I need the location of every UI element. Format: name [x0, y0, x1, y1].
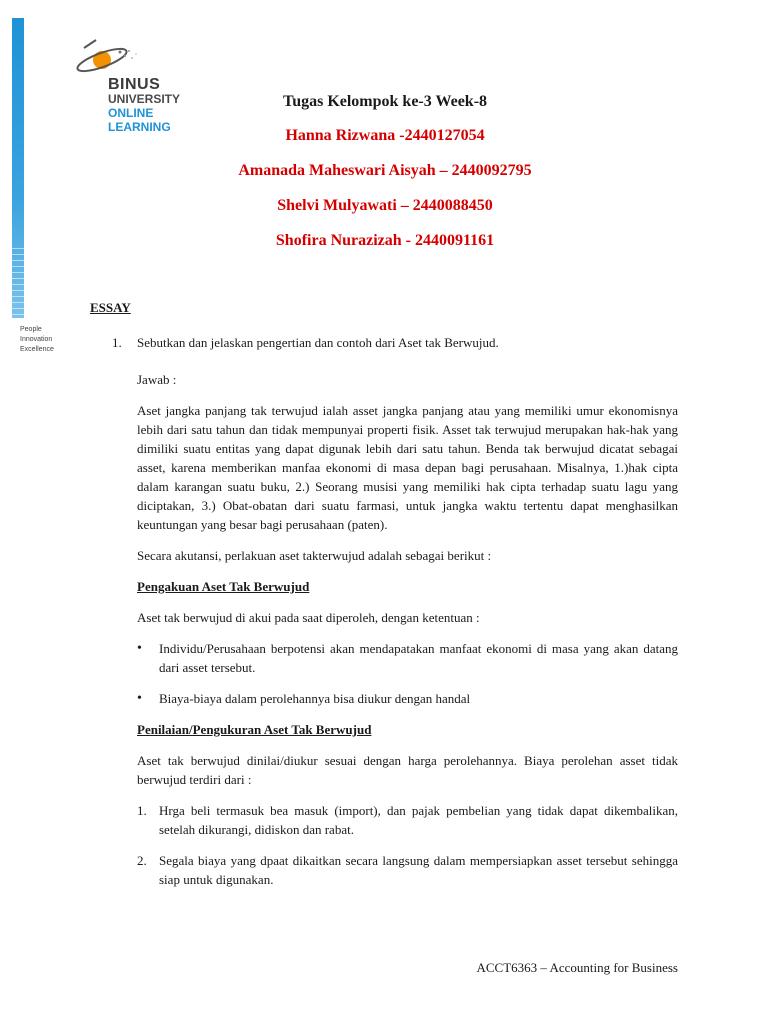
item-number: 1.	[137, 803, 147, 818]
group-member: Hanna Rizwana -2440127054	[285, 127, 485, 144]
numbered-item	[137, 851, 678, 889]
tagline	[20, 325, 54, 355]
bullet-icon: •	[137, 691, 142, 706]
question-text: Sebutkan dan jelaskan pengertian dan contoh dari Aset tak Berwujud.	[137, 335, 499, 350]
logo-text	[108, 78, 180, 134]
document-body	[90, 298, 678, 901]
item-text: Segala biaya yang dpaat dikaitkan secara langsung dalam mempersiapkan asset tersebut sehingga siap untuk digunakan.	[159, 853, 678, 887]
essay-heading: ESSAY	[90, 300, 131, 315]
section-intro: Aset tak berwujud dinilai/diukur sesuai dengan harga perolehannya. Biaya perolehan asset tidak berwujud terdiri dari :	[137, 753, 678, 787]
page-footer: ACCT6363 – Accounting for Business	[476, 960, 678, 975]
question-item	[90, 333, 678, 352]
logo-online: ONLINE	[108, 106, 154, 120]
group-member: Shelvi Mulyawati – 2440088450	[277, 197, 493, 214]
answer-label: Jawab :	[137, 372, 177, 387]
group-member: Shofira Nurazizah - 2440091161	[275, 232, 495, 249]
bullet-item	[137, 689, 678, 708]
side-color-bar	[12, 18, 24, 318]
logo-learning: LEARNING	[108, 120, 171, 134]
bullet-icon: •	[137, 641, 142, 656]
tagline-line: People	[20, 326, 42, 333]
section-heading: Pengakuan Aset Tak Berwujud	[137, 579, 310, 594]
item-text: Hrga beli termasuk bea masuk (import), dan pajak pembelian yang tidak dapat dikembalikan, setelah dikurangi, didiskon dan rabat.	[159, 803, 678, 837]
bullet-item	[137, 639, 678, 677]
assignment-title: Tugas Kelompok ke-3 Week-8	[282, 93, 488, 110]
document-header	[200, 90, 570, 264]
answer-paragraph: Secara akutansi, perlakuan aset takterwujud adalah sebagai berikut :	[137, 548, 492, 563]
item-number: 2.	[137, 853, 147, 868]
binus-logo	[72, 38, 202, 148]
section-intro: Aset tak berwujud di akui pada saat diperoleh, dengan ketentuan :	[137, 610, 480, 625]
logo-university: UNIVERSITY	[108, 92, 181, 106]
question-number: 1.	[112, 335, 122, 350]
bullet-text: Individu/Perusahaan berpotensi akan mendapatakan manfaat ekonomi di masa yang akan datang dari asset tersebut.	[159, 641, 678, 675]
answer-paragraph: Aset jangka panjang tak terwujud ialah asset jangka panjang atau yang memiliki umur ekonomisnya lebih dari satu tahun dan tidak mempunyai properti fisik. Asset tak terwujud merupakan hak-hak yang dimiliki suatu entitas yang dapat digunak lebih dari satu tahun. Benda tak berwujud dicatat sebagai asset, karena memberikan manfaa ekonomi di masa depan bagi perusahaan. Misalnya, 1.)hak cipta dalam karangan suatu buku, 2.) Seorang musisi yang memiliki hak cipta terhadap suatu lagu yang diciptakan, 3.) Obat-obatan dari suatu farmasi, untuk jangka waktu tertentu dapat menghasilkan keuntungan yang besar bagi perusahaan (paten).	[137, 403, 678, 532]
group-member: Amanada Maheswari Aisyah – 2440092795	[238, 162, 532, 179]
bullet-text: Biaya-biaya dalam perolehannya bisa diukur dengan handal	[159, 691, 471, 706]
tagline-line: Excellence	[20, 346, 54, 353]
answer-block	[137, 370, 678, 889]
numbered-item	[137, 801, 678, 839]
logo-binus: BINUS	[108, 76, 161, 93]
section-heading: Penilaian/Pengukuran Aset Tak Berwujud	[137, 722, 372, 737]
tagline-line: Innovation	[20, 336, 53, 343]
